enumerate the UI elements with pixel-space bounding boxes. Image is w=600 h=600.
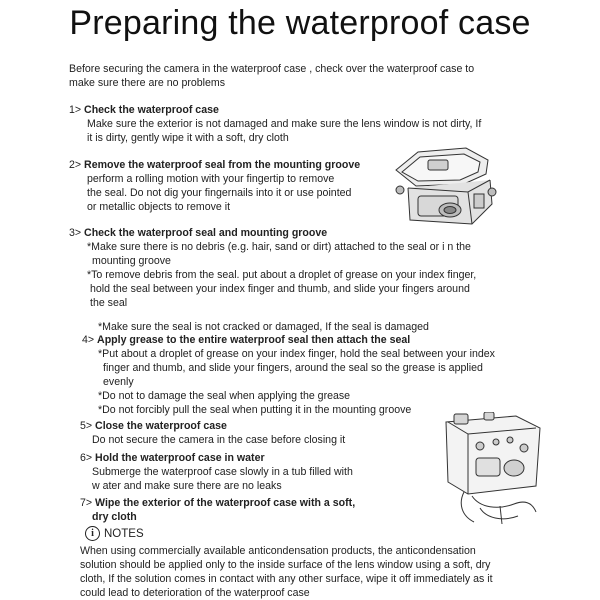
step-1-heading	[69, 103, 219, 117]
step-number: 6>	[80, 452, 93, 464]
step-text: w ater and make sure there are no leaks	[92, 480, 282, 492]
step-text: Do not secure the camera in the case before closing it	[92, 434, 346, 446]
closed-case-illustration	[440, 412, 548, 526]
step-text: Submerge the waterproof case slowly in a tub filled with	[92, 466, 353, 478]
step-title-cont: dry cloth	[92, 511, 137, 523]
notes-header	[85, 526, 144, 541]
step-title: Apply grease to the entire waterproof seal then attach the seal	[97, 334, 411, 346]
step-text: hold the seal between your index finger and thumb, and slide your fingers around	[90, 283, 470, 295]
step-number: 3>	[69, 227, 82, 239]
notes-line: cloth, If the solution comes in contact with any other surface, wipe it off immediately as it	[80, 573, 493, 585]
info-icon: i	[85, 526, 100, 541]
step-text: finger and thumb, and slide your fingers, around the seal so the grease is applied	[103, 362, 483, 374]
step-number: 4>	[82, 334, 95, 346]
step-text: the seal. Do not dig your fingernails into it or use pointed	[87, 187, 352, 199]
step-text: *Do not to damage the seal when applying the grease	[98, 390, 351, 402]
step-text: Make sure the exterior is not damaged and make sure the lens window is not dirty, If	[87, 118, 482, 130]
step-title: Remove the waterproof seal from the mounting groove	[84, 159, 361, 171]
step-text: *Put about a droplet of grease on your index finger, hold the seal between your index	[98, 348, 495, 360]
step-title: Check the waterproof seal and mounting groove	[84, 227, 328, 239]
page-title: Preparing the waterproof case	[69, 4, 531, 42]
notes-line: When using commercially available anticondensation products, the anticondensation	[80, 545, 476, 557]
step-text: mounting groove	[92, 255, 171, 267]
step-title: Check the waterproof case	[84, 104, 219, 116]
step-number: 2>	[69, 159, 82, 171]
step-number: 7>	[80, 497, 93, 509]
step-text: *To remove debris from the seal. put about a droplet of grease on your index finger,	[87, 269, 477, 281]
step-text: the seal	[90, 297, 128, 309]
intro-line: Before securing the camera in the waterproof case , check over the waterproof case to	[69, 63, 475, 75]
step-title: Hold the waterproof case in water	[95, 452, 265, 464]
step-number: 1>	[69, 104, 82, 116]
notes-line: could lead to deterioration of the waterproof case	[80, 587, 310, 599]
step-text: evenly	[103, 376, 134, 388]
step-title: Close the waterproof case	[95, 420, 227, 432]
step-text: it is dirty, gently wipe it with a soft, dry cloth	[87, 132, 289, 144]
notes-line: solution should be applied only to the inside surface of the lens window using a soft, dry	[80, 559, 491, 571]
step-4-heading	[82, 333, 410, 347]
step-text: perform a rolling motion with your fingertip to remove	[87, 173, 335, 185]
step-2-heading	[69, 158, 360, 172]
notes-label: NOTES	[104, 527, 144, 540]
step-note: *Make sure the seal is not cracked or damaged, If the seal is damaged	[98, 321, 429, 333]
step-text: *Make sure there is no debris (e.g. hair, sand or dirt) attached to the seal or i n the	[87, 241, 471, 253]
step-number: 5>	[80, 420, 93, 432]
step-5-heading	[80, 419, 227, 433]
step-text: or metallic objects to remove it	[87, 201, 231, 213]
step-3-heading	[69, 226, 327, 240]
step-7-heading	[80, 496, 355, 510]
intro-line: make sure there are no problems	[69, 77, 226, 89]
open-case-illustration	[388, 140, 500, 236]
step-6-heading	[80, 451, 265, 465]
step-title: Wipe the exterior of the waterproof case with a soft,	[95, 497, 356, 509]
step-text: *Do not forcibly pull the seal when putting it in the mounting groove	[98, 404, 412, 416]
